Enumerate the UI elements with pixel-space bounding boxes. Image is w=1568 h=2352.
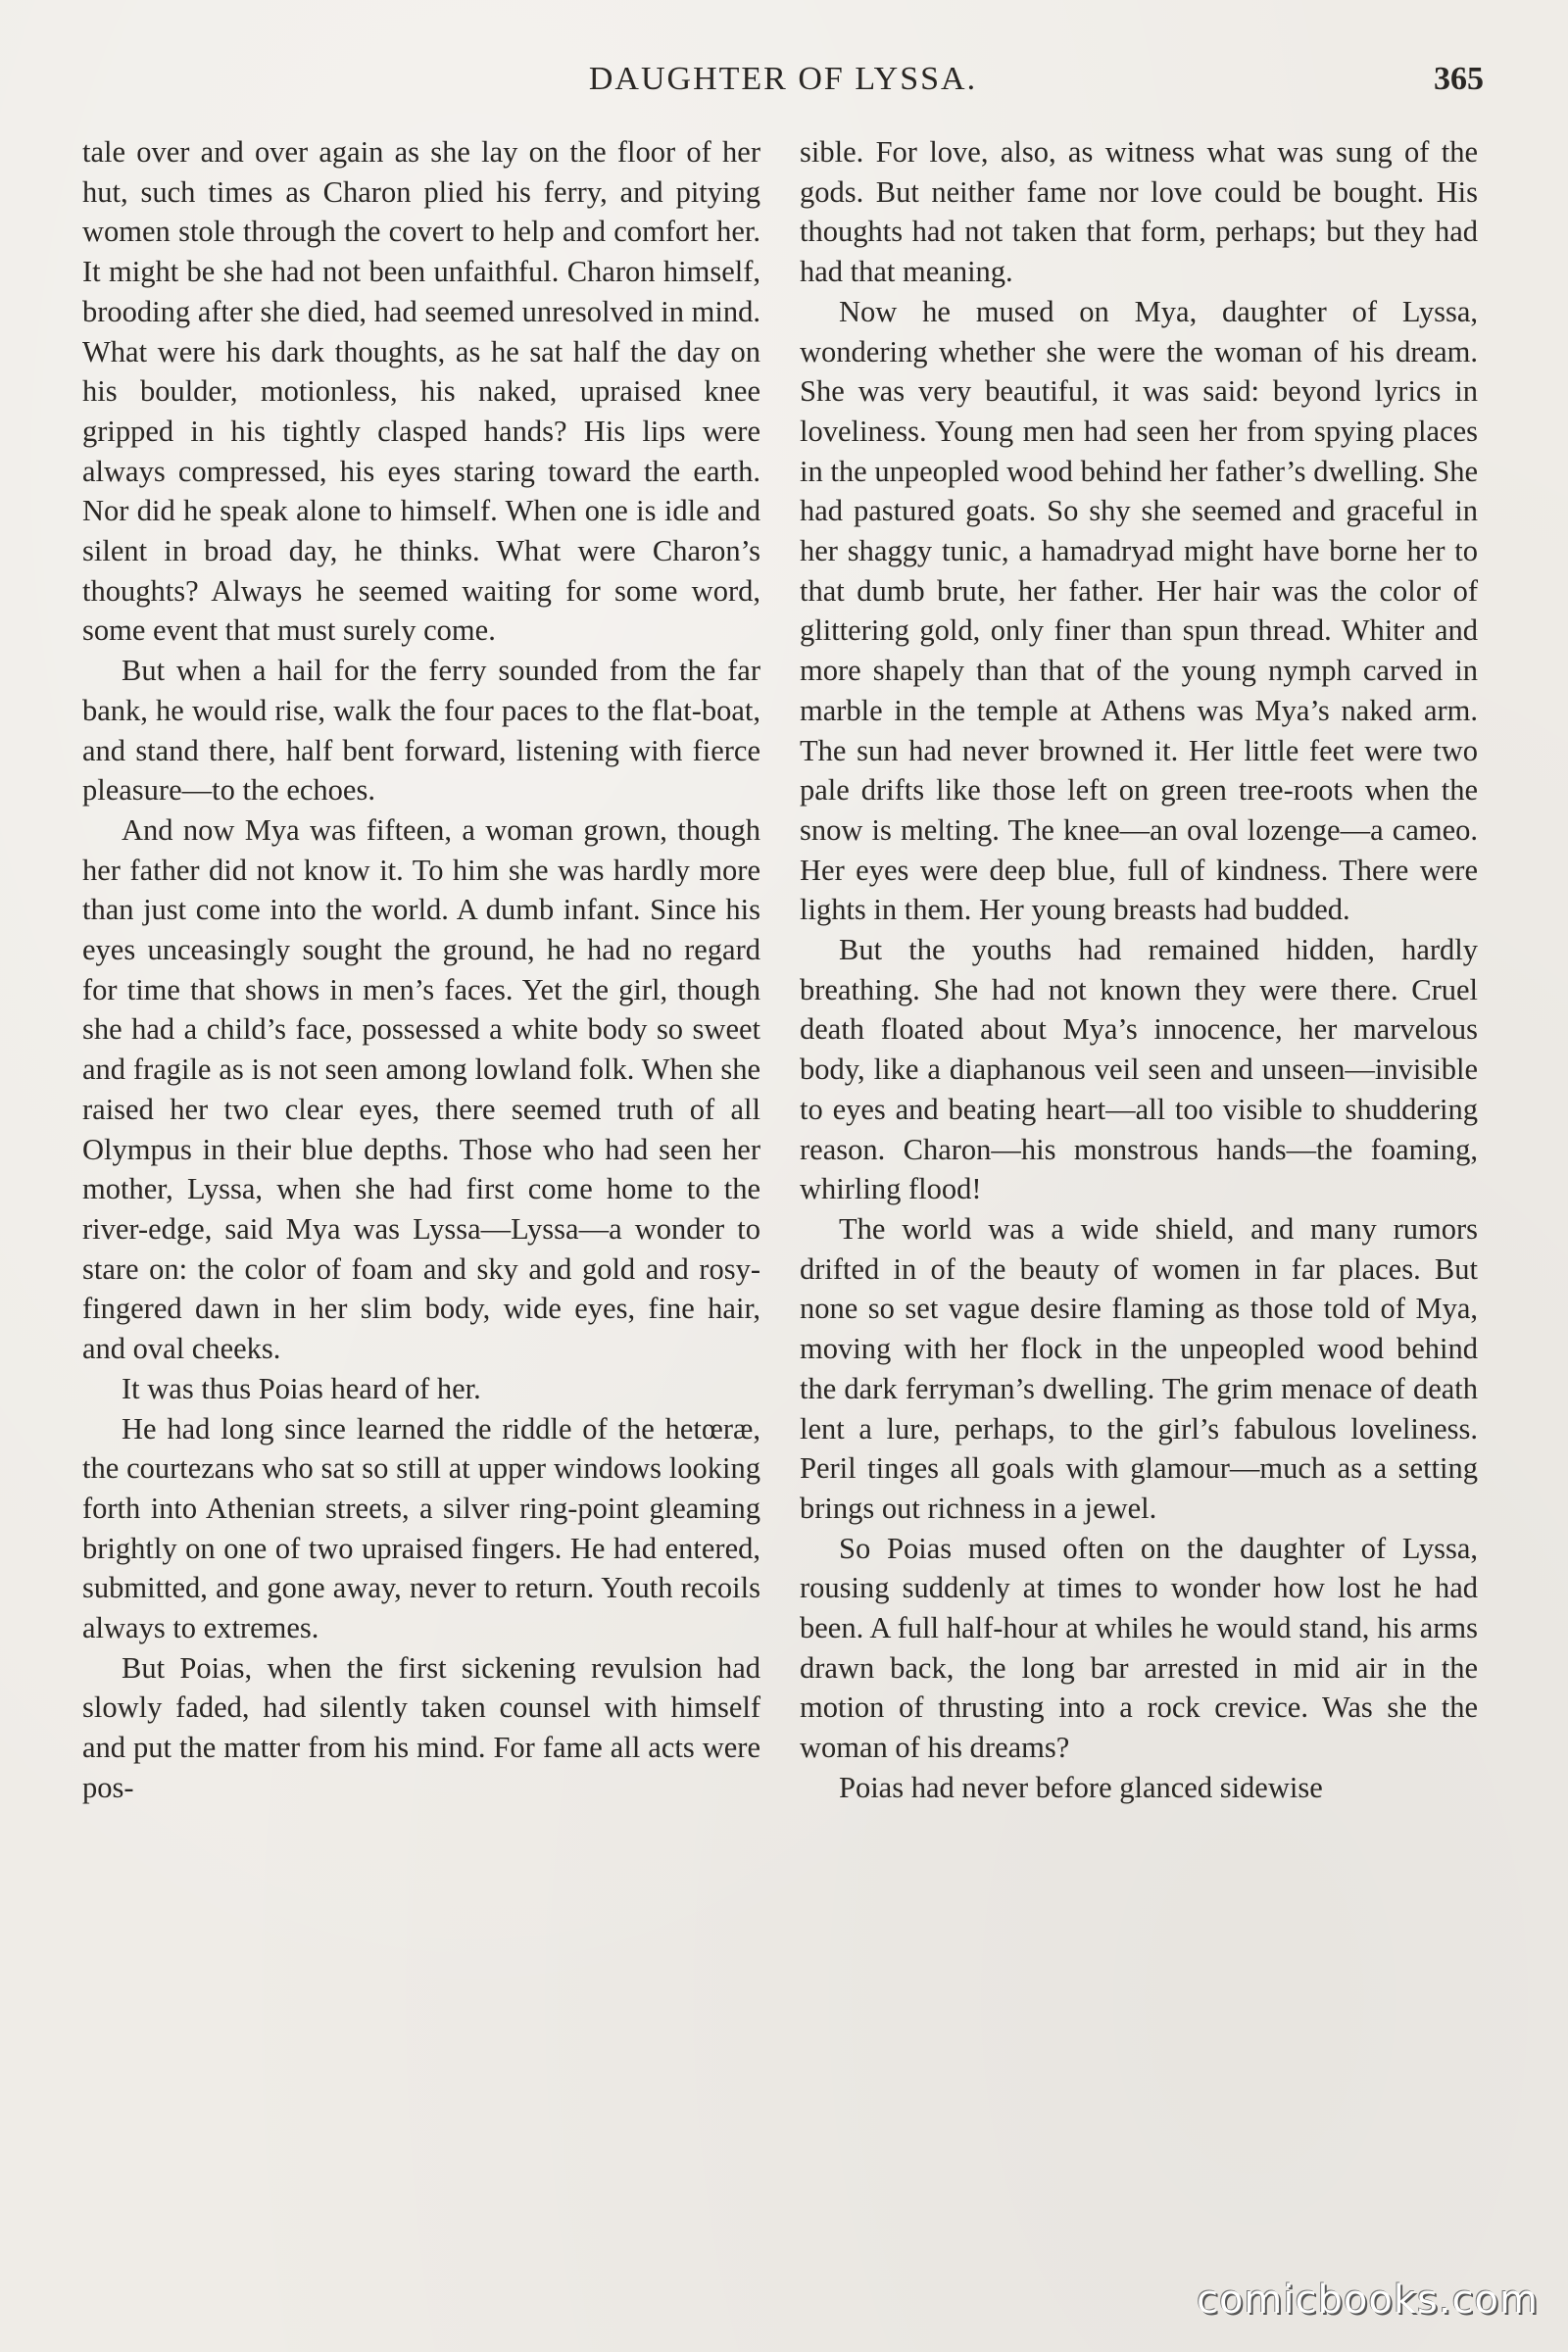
paragraph: tale over and over again as she lay on the floor of her hut, such times as Charon plied his ferry, and pitying women stole through the covert to help and comfort her. It might be she had not been unfaithful. Charon himself, brooding after she died, had seemed unresolved in mind. What were his dark thoughts, as he sat half the day on his boulder, motionless, his naked, upraised knee gripped in his tightly clasped hands? His lips were always compressed, his eyes staring toward the earth. Nor did he speak alone to himself. When one is idle and silent in broad day, he thinks. What were Charon’s thoughts? Always he seemed waiting for some word, some event that must surely come.: [82, 135, 760, 648]
paragraph: He had long since learned the riddle of the hetœræ, the courtezans who sat so still at upper windows looking forth into Athenian streets, a silver ring-point gleaming brightly on one of two upraised fingers. He had entered, submitted, and gone away, never to return. Youth recoils always to extremes.: [82, 1411, 760, 1645]
paragraph: But Poias, when the first sickening revulsion had slowly faded, had silently taken counsel with himself and put the matter from his mind. For fame all acts were pos-: [82, 1650, 760, 1804]
running-title: DAUGHTER OF LYSSA.: [588, 61, 978, 97]
watermark: comicbooks.com: [1196, 2278, 1539, 2323]
left-column: [82, 132, 760, 1808]
paragraph: But when a hail for the ferry sounded from the far bank, he would rise, walk the four paces to the flat-boat, and stand there, half bent forward, listening with fierce pleasure—to the echoes.: [82, 654, 760, 808]
right-column: [800, 132, 1478, 1808]
text-columns: [82, 132, 1484, 2264]
paragraph: It was thus Poias heard of her.: [122, 1371, 481, 1405]
paper-speck: [18, 1529, 37, 1588]
paragraph: sible. For love, also, as witness what was sung of the gods. But neither fame nor love could be bought. His thoughts had not taken that form, perhaps; but they had had that meaning.: [800, 135, 1478, 289]
page-number: 365: [1434, 61, 1484, 97]
paragraph: And now Mya was fifteen, a woman grown, though her father did not know it. To him she was hardly more than just come into the world. A dumb infant. Since his eyes unceasingly sought the ground, he had no regard for time that shows in men’s faces. Yet the girl, though she had a child’s face, possessed a white body so sweet and fragile as is not seen among lowland folk. When she raised her two clear eyes, there seemed truth of all Olympus in their blue depths. Those who had seen her mother, Lyssa, when she had first come home to the river-edge, said Mya was Lyssa—Lyssa—a wonder to stare on: the color of foam and sky and gold and rosy-fingered dawn in her slim body, wide eyes, fine hair, and oval cheeks.: [82, 812, 760, 1366]
paragraph: The world was a wide shield, and many rumors drifted in of the beauty of women in far places. But none so set vague desire flaming as those told of Mya, moving with her flock in the unpeopled wood behind the dark ferryman’s dwelling. The grim menace of death lent a lure, perhaps, to the girl’s fabulous loveliness. Peril tinges all goals with glamour—much as a setting brings out richness in a jewel.: [800, 1211, 1478, 1525]
paragraph: Now he mused on Mya, daughter of Lyssa, wondering whether she were the woman of his dream. She was very beautiful, it was said: beyond lyrics in loveliness. Young men had seen her from spying places in the unpeopled wood behind her father’s dwelling. She had pastured goats. So shy she seemed and graceful in her shaggy tunic, a hamadryad might have borne her to that dumb brute, her father. Her hair was the color of glittering gold, only finer than spun thread. Whiter and more shapely than that of the young nymph carved in marble in the temple at Athens was Mya’s naked arm. The sun had never browned it. Her little feet were two pale drifts like those left on green tree-roots when the snow is melting. The knee—an oval lozenge—a cameo. Her eyes were deep blue, full of kindness. There were lights in them. Her young breasts had budded.: [800, 294, 1478, 927]
paragraph: Poias had never before glanced sidewise: [839, 1770, 1323, 1804]
running-head: [82, 61, 1484, 110]
paragraph: But the youths had remained hidden, hardly breathing. She had not known they were there. Cruel death floated about Mya’s innocence, her marvelous body, like a diaphanous veil seen and unseen—invisible to eyes and beating heart—all too visible to shuddering reason. Charon—his monstrous hands—the foaming, whirling flood!: [800, 933, 1478, 1206]
paragraph: So Poias mused often on the daughter of Lyssa, rousing suddenly at times to wonder how lost he had been. A full half-hour at whiles he would stand, his arms drawn back, the long bar arrested in mid air in the motion of thrusting into a rock crevice. Was she the woman of his dreams?: [800, 1531, 1478, 1765]
